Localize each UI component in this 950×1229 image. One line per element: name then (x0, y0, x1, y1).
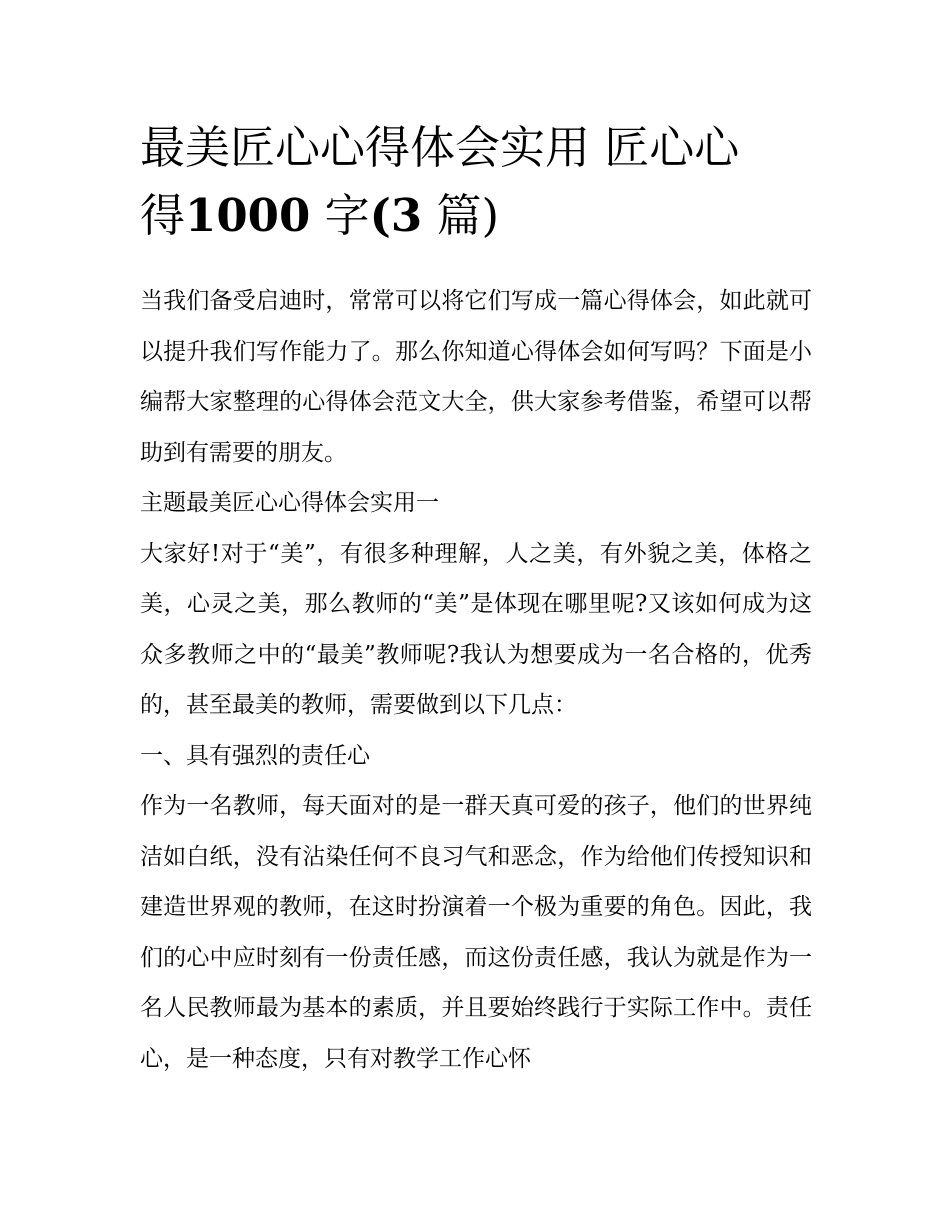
document-title (140, 114, 820, 250)
subsection-heading: 一、具有强烈的责任心 (140, 742, 370, 769)
title-line-1: 最美匠心心得体会实用 匠心心 (140, 121, 740, 174)
body-paragraph: 大家好!对于“美”，有很多种理解，人之美，有外貌之美，体格之美，心灵之美，那么教师的“美”是体现在哪里呢?又该如何成为这众多教师之中的“最美”教师呢?我认为想要成为一名合格的，优秀的，甚至最美的教师，需要做到以下几点： (140, 540, 812, 718)
title-line-2-number: 1000 (185, 189, 311, 242)
document-body (140, 276, 812, 1084)
title-line-2-paren: (3 (369, 189, 423, 242)
section-heading: 主题最美匠心心得体会实用一 (140, 490, 439, 516)
title-line-2-prefix: 得 (140, 189, 186, 242)
intro-paragraph: 当我们备受启迪时，常常可以将它们写成一篇心得体会，如此就可以提升我们写作能力了。那么你知道心得体会如何写吗？下面是小编帮大家整理的心得体会范文大全，供大家参考借鉴，希望可以帮助到有需要的朋友。 (140, 288, 812, 466)
body-paragraph: 作为一名教师，每天面对的是一群天真可爱的孩子，他们的世界纯洁如白纸，没有沾染任何不良习气和恶念，作为给他们传授知识和建造世界观的教师，在这时扮演着一个极为重要的角色。因此，我们的心中应时刻有一份责任感，而这份责任感，我认为就是作为一名人民教师最为基本的素质，并且要始终践行于实际工作中。责任心，是一种态度，只有对教学工作心怀 (140, 793, 812, 1072)
title-line-2-mid: 字 (310, 189, 370, 242)
title-line-2-suffix: 篇) (422, 189, 500, 242)
